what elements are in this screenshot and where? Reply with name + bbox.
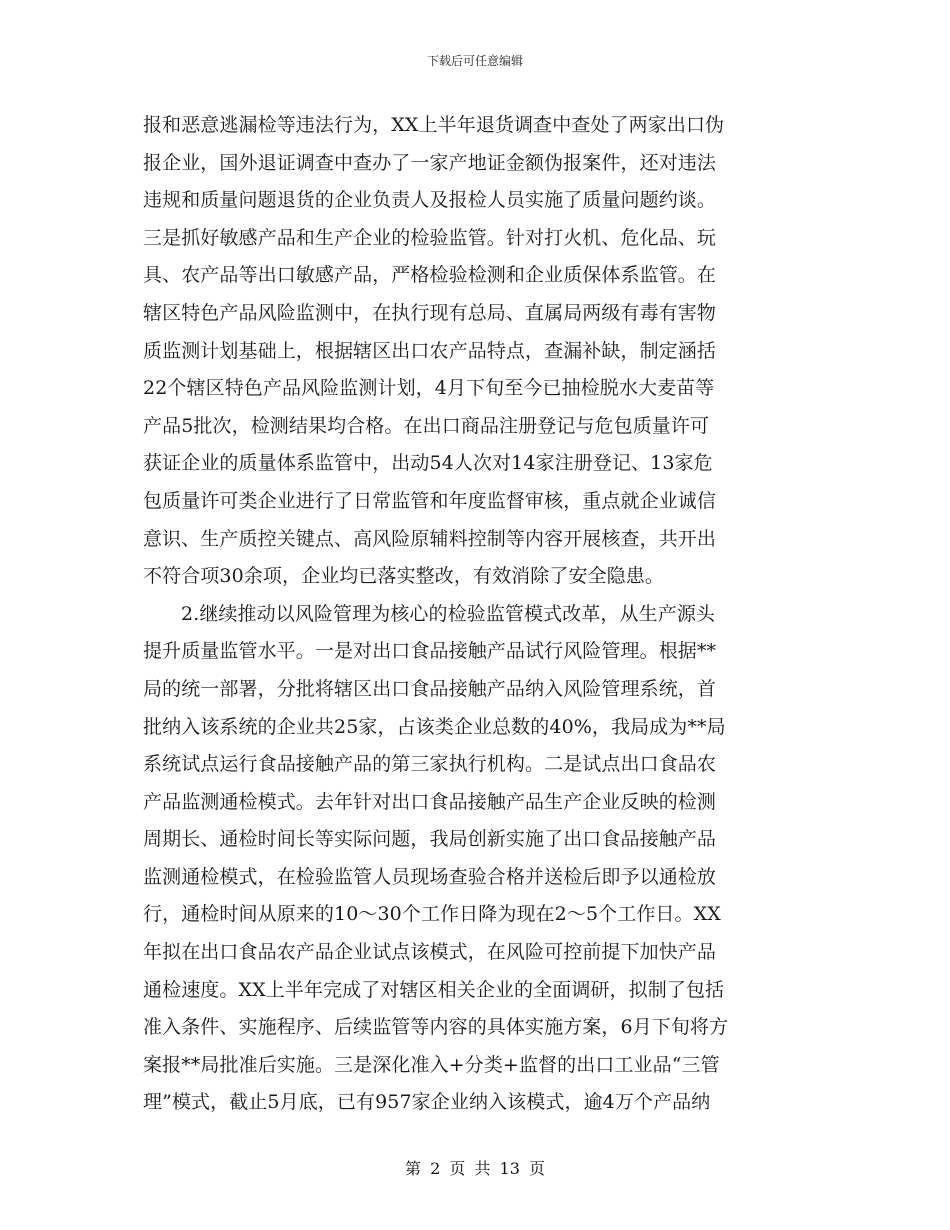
body-line: 系统试点运行食品接触产品的第三家执行机构。二是试点出口食品农	[143, 753, 717, 776]
body-line: 报企业，国外退证调查中查办了一家产地证金额伪报案件，还对违法	[143, 151, 717, 174]
body-line: 行，通检时间从原来的10～30个工作日降为现在2～5个工作日。XX	[143, 903, 721, 926]
body-line: 理”模式，截止5月底，已有957家企业纳入该模式，逾4万个产品纳	[143, 1091, 711, 1114]
body-line: 通检速度。XX上半年完成了对辖区相关企业的全面调研，拟制了包括	[143, 978, 725, 1001]
body-line: 意识、生产质控关键点、高风险原辅料控制等内容开展核查，共开出	[143, 527, 717, 550]
body-line: 产品5批次，检测结果均合格。在出口商品注册登记与危包质量许可	[143, 414, 710, 437]
body-line: 具、农产品等出口敏感产品，严格检验检测和企业质保体系监管。在	[143, 264, 717, 287]
body-line: 包质量许可类企业进行了日常监管和年度监督审核，重点就企业诚信	[143, 489, 717, 512]
body-line: 局的统一部署，分批将辖区出口食品接触产品纳入风险管理系统，首	[143, 677, 717, 700]
page-number-footer: 第 2 页 共 13 页	[405, 1159, 545, 1178]
body-line: 22个辖区特色产品风险监测计划，4月下旬至今已抽检脱水大麦苗等	[143, 377, 715, 400]
body-line: 案报**局批准后实施。三是深化准入+分类+监督的出口工业品“三管	[143, 1053, 720, 1076]
page-header: 下载后可任意编辑	[426, 54, 523, 68]
body-line: 辖区特色产品风险监测中，在执行现有总局、直属局两级有毒有害物	[143, 301, 717, 324]
body-line: 质监测计划基础上，根据辖区出口农产品特点，查漏补缺，制定涵括	[143, 339, 717, 362]
body-line: 年拟在出口食品农产品企业试点该模式，在风险可控前提下加快产品	[143, 941, 717, 964]
body-line: 提升质量监管水平。一是对出口食品接触产品试行风险管理。根据**	[143, 640, 717, 663]
body-line: 批纳入该系统的企业共25家，占该类企业总数的40%，我局成为**局	[143, 715, 726, 738]
body-line: 违规和质量问题退货的企业负责人及报检人员实施了质量问题约谈。	[143, 189, 717, 212]
body-line: 周期长、通检时间长等实际问题，我局创新实施了出口食品接触产品	[143, 828, 717, 851]
paragraph-start-line: 2.继续推动以风险管理为核心的检验监管模式改革，从生产源头	[181, 602, 716, 625]
body-line: 产品监测通检模式。去年针对出口食品接触产品生产企业反映的检测	[143, 790, 717, 813]
body-line: 监测通检模式，在检验监管人员现场查验合格并送检后即予以通检放	[143, 865, 717, 888]
body-line: 不符合项30余项，企业均已落实整改，有效消除了安全隐患。	[143, 565, 664, 588]
body-line: 三是抓好敏感产品和生产企业的检验监管。针对打火机、危化品、玩	[143, 226, 717, 249]
body-line: 报和恶意逃漏检等违法行为，XX上半年退货调查中查处了两家出口伪	[143, 114, 725, 136]
document-body	[143, 107, 807, 1122]
body-line: 获证企业的质量体系监管中，出动54人次对14家注册登记、13家危	[143, 452, 713, 475]
body-line: 准入条件、实施程序、后续监管等内容的具体实施方案，6月下旬将方	[143, 1016, 729, 1039]
